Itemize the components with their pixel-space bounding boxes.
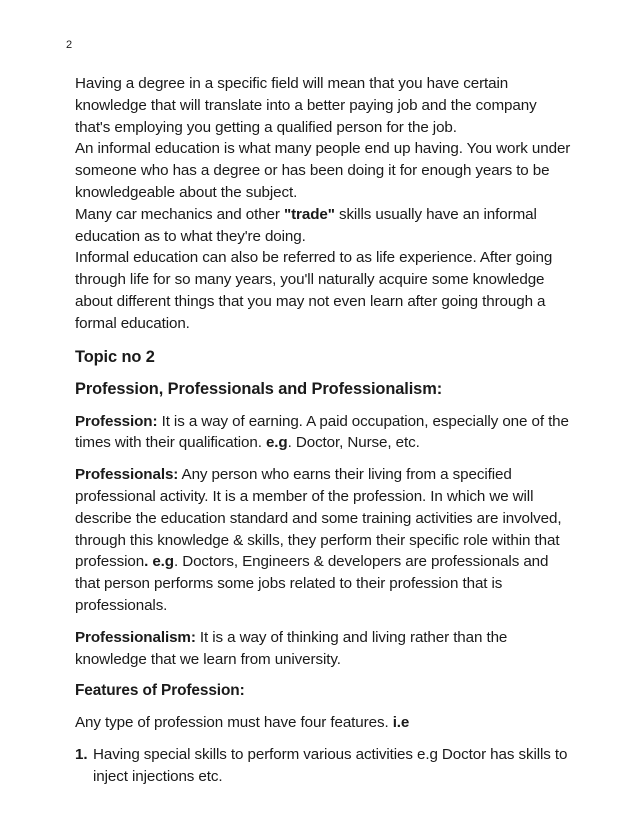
profession-eg: e.g xyxy=(265,434,288,452)
topic-title-main: Profession, Professionals and Professionalism xyxy=(75,379,437,398)
topic-title xyxy=(75,377,575,401)
professionals-term: Professionals: xyxy=(75,466,179,484)
intro-p3-text-after: skills usually have an informal education as to what they're doing. xyxy=(75,205,537,245)
list-item-number: 1. xyxy=(75,746,88,764)
page-content xyxy=(75,73,575,788)
intro-paragraph-4: Informal education can also be referred to as life experience. After going through life for so many years, you'll naturally acquire some knowledge about different things that you may not even learn after going through a formal education. xyxy=(75,249,553,332)
intro-paragraph-3 xyxy=(75,204,575,248)
professionals-definition xyxy=(75,464,575,617)
professionalism-definition xyxy=(75,627,575,671)
topic-title-colon: : xyxy=(436,379,443,398)
professionals-eg: . e.g xyxy=(144,553,174,571)
features-intro xyxy=(75,712,575,734)
intro-paragraph-1: Having a degree in a specific field will mean that you have certain knowledge that will translate into a better paying job and the company that's employing you getting a qualified person for the job. xyxy=(75,75,537,136)
professionalism-text: It is a way of thinking and living rather than the knowledge that we learn from university. xyxy=(75,628,508,668)
features-intro-text: Any type of profession must have four features. xyxy=(75,714,393,732)
profession-text-after: . Doctor, Nurse, etc. xyxy=(287,434,420,452)
features-heading: Features of Profession: xyxy=(75,682,245,700)
list-item-text: Having special skills to perform various activities e.g Doctor has skills to inject injections etc. xyxy=(93,746,568,785)
features-intro-bold: i.e xyxy=(392,714,410,732)
professionals-text-after: . Doctors, Engineers & developers are professionals and that person performs some jobs related to their profession that is professionals. xyxy=(75,553,549,614)
professionals-text-before: Any person who earns their living from a specified professional activity. It is a member of the profession. In which we will describe the education standard and some training activities are involved, through this knowledge & skills, they perform their specific role within that profession xyxy=(75,466,562,571)
profession-text-before: It is a way of earning. A paid occupation, especially one of the times with their qualification. xyxy=(75,412,569,452)
trade-bold: "trade" xyxy=(283,205,335,223)
list-item xyxy=(75,744,575,788)
intro-paragraph-2: An informal education is what many people end up having. You work under someone who has a degree or has been doing it for enough years to be knowledgeable about the subject. xyxy=(75,140,571,201)
intro-p3-text-before: Many car mechanics and other xyxy=(75,205,284,223)
topic-heading: Topic no 2 xyxy=(75,347,155,366)
profession-term: Profession: xyxy=(75,412,158,430)
professionalism-term: Professionalism: xyxy=(75,628,196,646)
page-number: 2 xyxy=(66,39,73,51)
profession-definition xyxy=(75,411,575,455)
